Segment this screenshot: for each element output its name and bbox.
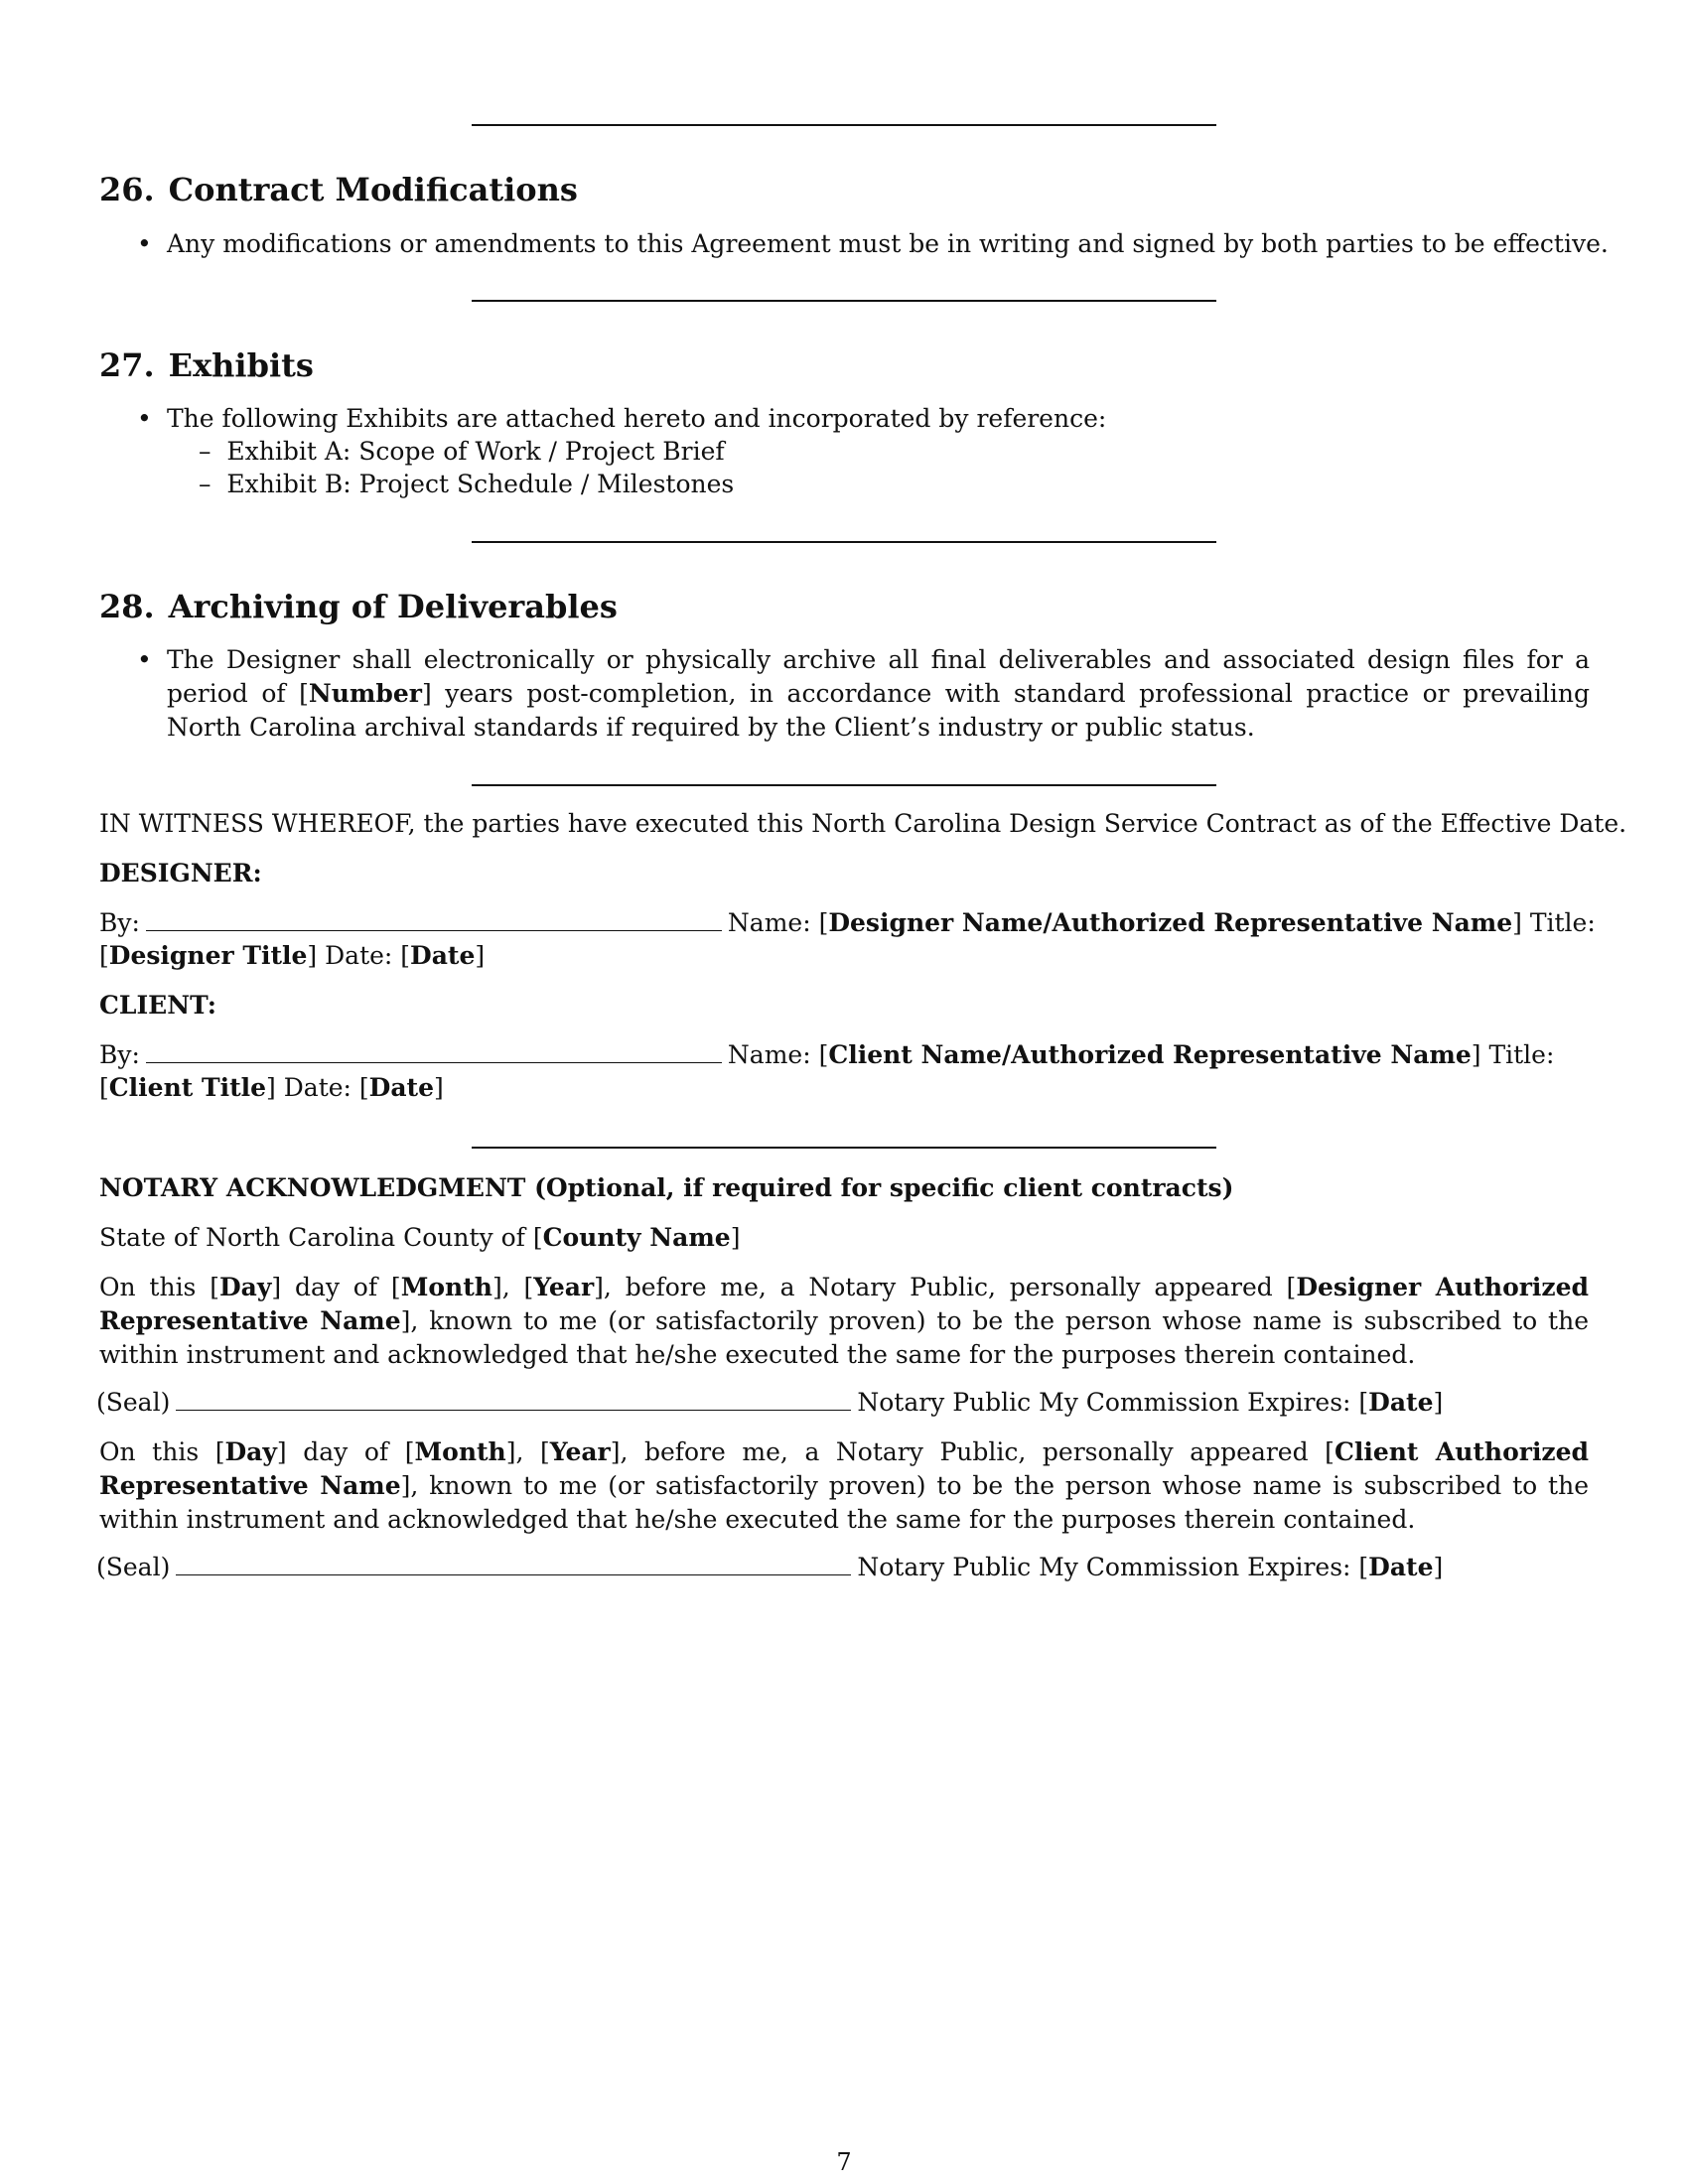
text-run: ], before me, a Notary Public, personally appeared [ <box>594 1273 1297 1301</box>
text-run: ] day of [ <box>276 1437 415 1466</box>
text-run: ], before me, a Notary Public, personally appeared [ <box>610 1437 1335 1466</box>
text-run: ] Date: [ <box>307 941 411 970</box>
placeholder-year: Year <box>533 1273 595 1301</box>
bullet-dot: • <box>137 229 152 258</box>
placeholder-day: Day <box>218 1273 272 1301</box>
bullet-dot: • <box>137 404 152 433</box>
designer-heading: DESIGNER: <box>99 859 262 887</box>
signature-field[interactable] <box>146 906 722 931</box>
section-divider <box>472 784 1216 786</box>
placeholder-date: Date <box>368 1073 435 1102</box>
placeholder-person: Designer Authorized Representative Name <box>99 1273 1590 1335</box>
placeholder-county: County Name <box>542 1223 731 1252</box>
section-28-heading <box>99 588 618 625</box>
text-run: ] Title: <box>1512 908 1596 937</box>
placeholder-person: Client Authorized Representative Name <box>99 1437 1590 1500</box>
witness-clause: IN WITNESS WHEREOF, the parties have executed this North Carolina Design Service Contract as of the Effective Date. <box>99 809 1627 838</box>
text-run: On this [ <box>99 1437 225 1466</box>
placeholder-date: Date <box>410 941 476 970</box>
designer-signature-line-1 <box>99 906 1596 940</box>
text-run: ], known to me (or satisfactorily proven) to be the person whose name is subscribed to the within instrument and acknowledged that he/she executed the same for the purposes therein contained. <box>99 1306 1589 1369</box>
text-run: ] <box>1433 1388 1444 1417</box>
page-number: 7 <box>836 2148 852 2176</box>
exhibit-item: – Exhibit B: Project Schedule / Milestones <box>199 470 735 498</box>
by-label: By: <box>99 908 140 937</box>
bullet-dot: • <box>137 645 152 674</box>
seal-label: (Seal) <box>96 1388 171 1417</box>
exhibit-label: Exhibit A: Scope of Work / Project Brief <box>226 437 725 466</box>
section-title: Exhibits <box>168 346 314 384</box>
notary-seal-line <box>96 1386 1443 1420</box>
by-label: By: <box>99 1040 140 1069</box>
section-divider <box>472 124 1216 126</box>
client-signature-line-1 <box>99 1038 1554 1072</box>
exhibit-label: Exhibit B: Project Schedule / Milestones <box>226 470 735 498</box>
signature-field[interactable] <box>146 1038 722 1063</box>
text-run: ] <box>434 1073 444 1102</box>
text-run: ] <box>1433 1553 1444 1581</box>
text-run: State of North Carolina County of [ <box>99 1223 543 1252</box>
notary-seal-line <box>96 1551 1443 1584</box>
text-run: ], [ <box>505 1437 550 1466</box>
placeholder-date: Date <box>1368 1553 1434 1581</box>
notary-signature-field[interactable] <box>176 1551 851 1575</box>
placeholder-day: Day <box>224 1437 277 1466</box>
text-run: On this [ <box>99 1273 219 1301</box>
text-run: Name: [ <box>727 1040 829 1069</box>
placeholder-title: Client Title <box>108 1073 267 1102</box>
client-signature-line-2: [Client Title] Date: [Date] <box>99 1073 444 1102</box>
section-number: 27. <box>99 346 155 384</box>
placeholder-number: Number <box>308 679 422 708</box>
section-number: 28. <box>99 588 155 625</box>
text-run: ] Date: [ <box>266 1073 369 1102</box>
text-run: ] <box>475 941 486 970</box>
text-run: Notary Public My Commission Expires: [ <box>857 1388 1369 1417</box>
document-page <box>96 0 1627 2184</box>
placeholder-month: Month <box>400 1273 492 1301</box>
text-run: The Designer shall electronically or physically archive all final deliverables and associated design files for a period of [ <box>167 645 1590 708</box>
section-number: 26. <box>99 171 155 208</box>
text-run: Name: [ <box>727 908 829 937</box>
section-divider <box>472 1147 1216 1149</box>
notary-signature-field[interactable] <box>176 1386 851 1411</box>
placeholder-title: Designer Title <box>108 941 308 970</box>
s28-bullet-text <box>167 643 1590 745</box>
s26-bullet-text: Any modifications or amendments to this Agreement must be in writing and signed by both parties to be effective. <box>167 229 1609 258</box>
seal-label: (Seal) <box>96 1553 171 1581</box>
text-run: ], known to me (or satisfactorily proven) to be the person whose name is subscribed to the within instrument and acknowledged that he/she executed the same for the purposes therein contained. <box>99 1471 1589 1534</box>
text-run: ] years post-completion, in accordance with standard professional practice or prevailing North Carolina archival standards if required by the Client’s industry or public status. <box>167 679 1590 742</box>
placeholder-year: Year <box>549 1437 611 1466</box>
text-run: ] <box>730 1223 741 1252</box>
designer-signature-line-2: [Designer Title] Date: [Date] <box>99 941 486 970</box>
client-heading: CLIENT: <box>99 991 217 1020</box>
section-divider <box>472 300 1216 302</box>
notary-paragraph-client <box>99 1435 1589 1537</box>
placeholder-name: Designer Name/Authorized Representative Name <box>828 908 1513 937</box>
text-run: ] Title: <box>1471 1040 1555 1069</box>
text-run: Notary Public My Commission Expires: [ <box>857 1553 1369 1581</box>
section-27-heading <box>99 346 314 384</box>
notary-state-county <box>99 1221 740 1255</box>
placeholder-name: Client Name/Authorized Representative Name <box>828 1040 1472 1069</box>
section-divider <box>472 541 1216 543</box>
section-26-heading <box>99 171 578 208</box>
section-title: Contract Modifications <box>168 171 578 208</box>
notary-paragraph-designer <box>99 1271 1589 1372</box>
exhibit-item: – Exhibit A: Scope of Work / Project Brief <box>199 437 725 466</box>
placeholder-date: Date <box>1368 1388 1434 1417</box>
notary-heading: NOTARY ACKNOWLEDGMENT (Optional, if required for specific client contracts) <box>99 1173 1234 1202</box>
s27-bullet-text: The following Exhibits are attached hereto and incorporated by reference: <box>167 404 1107 433</box>
section-title: Archiving of Deliverables <box>168 588 618 625</box>
text-run: ] day of [ <box>271 1273 401 1301</box>
placeholder-month: Month <box>414 1437 506 1466</box>
text-run: ], [ <box>492 1273 534 1301</box>
